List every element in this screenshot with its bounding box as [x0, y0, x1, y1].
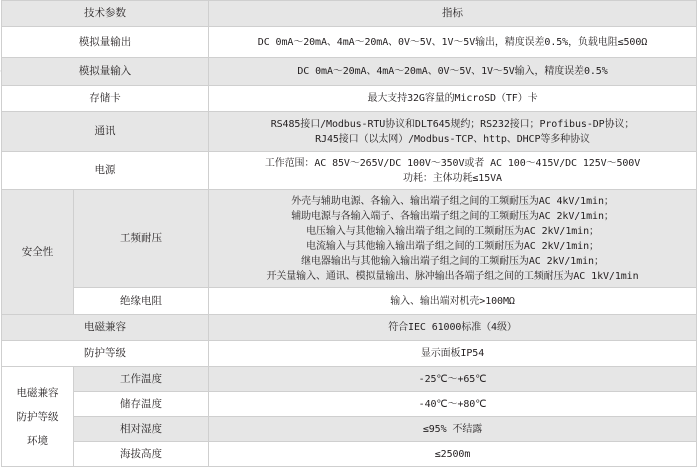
- table-row-env-altitude: [2, 442, 697, 467]
- comm-line-2: RJ45接口（以太网）/Modbus-TCP、http、DHCP等多种协议: [315, 133, 590, 145]
- row-value-humidity: ≤95% 不结露: [209, 417, 697, 442]
- row-label-power: 电源: [2, 152, 209, 190]
- withstand-line-3: 电压输入与其他输入输出端子组之间的工频耐压为AC 2kV/1min；: [306, 225, 599, 237]
- row-label-storage: 存储卡: [2, 86, 209, 112]
- withstand-line-4: 电流输入与其他输入输出端子组之间的工频耐压为AC 2kV/1min；: [306, 240, 599, 252]
- row-value-withstand-voltage: [209, 190, 697, 288]
- env-label-line-1: 电磁兼容: [16, 386, 59, 399]
- power-line-1: 工作范围：AC 85V～265V/DC 100V～350V或者 AC 100～415V/DC 125V～500V: [264, 157, 641, 169]
- env-label-line-2: 防护等级: [16, 410, 59, 423]
- row-value-operating-temp: -25℃～+65℃: [209, 367, 697, 392]
- header-row: [2, 1, 697, 27]
- row-value-emc: 符合IEC 61000标准（4级）: [209, 315, 697, 341]
- row-value-altitude: ≤2500m: [209, 442, 697, 467]
- table-row-insulation: [2, 288, 697, 315]
- table-row-analog-output: [2, 27, 697, 58]
- row-label-environment: [2, 367, 74, 467]
- row-label-operating-temp: 工作温度: [74, 367, 209, 392]
- table-row-withstand-voltage: [2, 190, 697, 288]
- table-row-emc: [2, 315, 697, 341]
- row-value-power: [209, 152, 697, 190]
- spec-table: [1, 0, 697, 467]
- table-row-power: [2, 152, 697, 190]
- table-row-communication: [2, 112, 697, 152]
- row-value-storage-temp: -40℃～+80℃: [209, 392, 697, 417]
- row-label-altitude: 海拔高度: [74, 442, 209, 467]
- row-value-protection: 显示面板IP54: [209, 341, 697, 367]
- row-label-storage-temp: 储存温度: [74, 392, 209, 417]
- withstand-line-5: 继电器输出与其他输入输出端子组之间的工频耐压为AC 2kV/1min；: [301, 255, 604, 267]
- row-label-withstand-voltage: 工频耐压: [74, 190, 209, 288]
- table-row-env-storage-temp: [2, 392, 697, 417]
- header-param: 技术参数: [2, 1, 209, 27]
- row-value-storage: 最大支持32G容量的MicroSD（TF）卡: [209, 86, 697, 112]
- row-label-humidity: 相对湿度: [74, 417, 209, 442]
- env-label-line-3: 环境: [27, 434, 48, 447]
- withstand-line-2: 辅助电源与各输入端子、各输出端子组之间的工频耐压为AC 2kV/1min；: [291, 210, 614, 222]
- power-line-2: 功耗：主体功耗≤15VA: [403, 172, 502, 184]
- row-label-analog-output: 模拟量输出: [2, 27, 209, 58]
- comm-line-1: RS485接口/Modbus-RTU协议和DLT645规约；RS232接口；Profibus-DP协议；: [270, 118, 635, 130]
- table-row-protection: [2, 341, 697, 367]
- row-label-protection: 防护等级: [2, 341, 209, 367]
- withstand-line-6: 开关量输入、通讯、模拟量输出、脉冲输出各端子组之间的工频耐压为AC 1kV/1min: [266, 270, 639, 282]
- table-row-storage: [2, 86, 697, 112]
- withstand-line-1: 外壳与辅助电源、各输入、输出端子组之间的工频耐压为AC 4kV/1min；: [291, 195, 614, 207]
- row-label-safety: 安全性: [2, 190, 74, 315]
- row-value-analog-input: DC 0mA～20mA、4mA～20mA、0V～5V、1V～5V输入，精度误差0.5%: [209, 58, 697, 86]
- row-value-communication: [209, 112, 697, 152]
- row-label-emc: 电磁兼容: [2, 315, 209, 341]
- row-label-analog-input: 模拟量输入: [2, 58, 209, 86]
- table-row-env-humidity: [2, 417, 697, 442]
- header-spec: 指标: [209, 1, 697, 27]
- row-value-analog-output: DC 0mA～20mA、4mA～20mA、0V～5V、1V～5V输出，精度误差0.5%，负载电阻≤500Ω: [209, 27, 697, 58]
- row-value-insulation: 输入、输出端对机壳>100MΩ: [209, 288, 697, 315]
- table-row-analog-input: [2, 58, 697, 86]
- table-row-env-operating-temp: [2, 367, 697, 392]
- row-label-communication: 通讯: [2, 112, 209, 152]
- row-label-insulation: 绝缘电阻: [74, 288, 209, 315]
